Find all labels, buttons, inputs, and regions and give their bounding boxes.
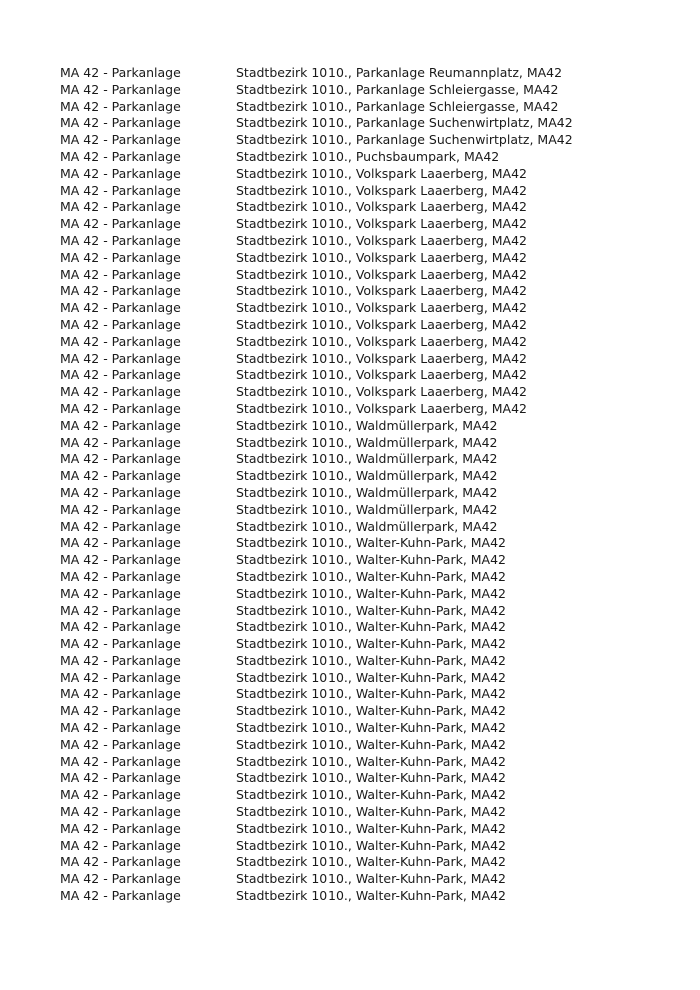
district-cell: Stadtbezirk 10 (236, 854, 328, 870)
location-cell: 10., Walter-Kuhn-Park, MA42 (328, 854, 507, 870)
organization-cell: MA 42 - Parkanlage (60, 804, 181, 820)
table-row (60, 535, 680, 552)
table-row (60, 267, 680, 284)
organization-cell: MA 42 - Parkanlage (60, 400, 181, 416)
district-cell: Stadtbezirk 10 (236, 602, 328, 618)
location-cell: 10., Volkspark Laaerberg, MA42 (328, 400, 528, 416)
location-cell: 10., Walter-Kuhn-Park, MA42 (328, 602, 507, 618)
location-cell: 10., Walter-Kuhn-Park, MA42 (328, 804, 507, 820)
table-row (60, 283, 680, 300)
organization-cell: MA 42 - Parkanlage (60, 652, 181, 668)
district-cell: Stadtbezirk 10 (236, 148, 328, 164)
district-cell: Stadtbezirk 10 (236, 283, 328, 299)
district-cell: Stadtbezirk 10 (236, 568, 328, 584)
district-cell: Stadtbezirk 10 (236, 81, 328, 97)
location-cell: 10., Walter-Kuhn-Park, MA42 (328, 552, 507, 568)
table-row (60, 300, 680, 317)
table-row (60, 451, 680, 468)
table-row (60, 485, 680, 502)
location-cell: 10., Volkspark Laaerberg, MA42 (328, 266, 528, 282)
district-cell: Stadtbezirk 10 (236, 316, 328, 332)
table-row (60, 401, 680, 418)
district-cell: Stadtbezirk 10 (236, 753, 328, 769)
table-row (60, 468, 680, 485)
organization-cell: MA 42 - Parkanlage (60, 753, 181, 769)
location-cell: 10., Volkspark Laaerberg, MA42 (328, 300, 528, 316)
table-row (60, 149, 680, 166)
location-cell: 10., Volkspark Laaerberg, MA42 (328, 316, 528, 332)
organization-cell: MA 42 - Parkanlage (60, 350, 181, 366)
organization-cell: MA 42 - Parkanlage (60, 316, 181, 332)
table-row (60, 603, 680, 620)
table-row (60, 367, 680, 384)
organization-cell: MA 42 - Parkanlage (60, 535, 181, 551)
location-cell: 10., Waldmüllerpark, MA42 (328, 518, 498, 534)
table-row (60, 519, 680, 536)
table-row (60, 804, 680, 821)
location-cell: 10., Parkanlage Schleiergasse, MA42 (328, 81, 559, 97)
district-cell: Stadtbezirk 10 (236, 837, 328, 853)
district-cell: Stadtbezirk 10 (236, 65, 328, 80)
district-cell: Stadtbezirk 10 (236, 367, 328, 383)
location-cell: 10., Walter-Kuhn-Park, MA42 (328, 652, 507, 668)
table-row (60, 233, 680, 250)
location-cell: 10., Waldmüllerpark, MA42 (328, 501, 498, 517)
location-cell: 10., Walter-Kuhn-Park, MA42 (328, 686, 507, 702)
table-row (60, 720, 680, 737)
location-cell: 10., Waldmüllerpark, MA42 (328, 484, 498, 500)
district-cell: Stadtbezirk 10 (236, 736, 328, 752)
location-cell: 10., Walter-Kuhn-Park, MA42 (328, 585, 507, 601)
district-cell: Stadtbezirk 10 (236, 350, 328, 366)
organization-cell: MA 42 - Parkanlage (60, 518, 181, 534)
location-cell: 10., Waldmüllerpark, MA42 (328, 434, 498, 450)
district-cell: Stadtbezirk 10 (236, 384, 328, 400)
organization-cell: MA 42 - Parkanlage (60, 367, 181, 383)
organization-cell: MA 42 - Parkanlage (60, 568, 181, 584)
location-cell: 10., Walter-Kuhn-Park, MA42 (328, 619, 507, 635)
location-cell: 10., Walter-Kuhn-Park, MA42 (328, 837, 507, 853)
table-row (60, 351, 680, 368)
table-row (60, 670, 680, 687)
district-cell: Stadtbezirk 10 (236, 115, 328, 131)
organization-cell: MA 42 - Parkanlage (60, 451, 181, 467)
table-row (60, 888, 680, 905)
location-cell: 10., Walter-Kuhn-Park, MA42 (328, 753, 507, 769)
organization-cell: MA 42 - Parkanlage (60, 384, 181, 400)
organization-cell: MA 42 - Parkanlage (60, 283, 181, 299)
organization-cell: MA 42 - Parkanlage (60, 585, 181, 601)
location-cell: 10., Volkspark Laaerberg, MA42 (328, 249, 528, 265)
district-cell: Stadtbezirk 10 (236, 552, 328, 568)
location-cell: 10., Volkspark Laaerberg, MA42 (328, 367, 528, 383)
organization-cell: MA 42 - Parkanlage (60, 266, 181, 282)
organization-cell: MA 42 - Parkanlage (60, 854, 181, 870)
location-cell: 10., Parkanlage Reumannplatz, MA42 (328, 65, 563, 80)
table-row (60, 854, 680, 871)
location-cell: 10., Waldmüllerpark, MA42 (328, 417, 498, 433)
organization-cell: MA 42 - Parkanlage (60, 98, 181, 114)
table-row (60, 132, 680, 149)
district-cell: Stadtbezirk 10 (236, 686, 328, 702)
location-cell: 10., Walter-Kuhn-Park, MA42 (328, 535, 507, 551)
organization-cell: MA 42 - Parkanlage (60, 636, 181, 652)
district-cell: Stadtbezirk 10 (236, 636, 328, 652)
organization-cell: MA 42 - Parkanlage (60, 484, 181, 500)
district-cell: Stadtbezirk 10 (236, 468, 328, 484)
table-row (60, 65, 680, 82)
table-row (60, 99, 680, 116)
table-row (60, 502, 680, 519)
location-cell: 10., Volkspark Laaerberg, MA42 (328, 350, 528, 366)
organization-cell: MA 42 - Parkanlage (60, 249, 181, 265)
location-cell: 10., Walter-Kuhn-Park, MA42 (328, 820, 507, 836)
organization-cell: MA 42 - Parkanlage (60, 552, 181, 568)
organization-cell: MA 42 - Parkanlage (60, 619, 181, 635)
district-cell: Stadtbezirk 10 (236, 703, 328, 719)
organization-cell: MA 42 - Parkanlage (60, 132, 181, 148)
location-cell: 10., Walter-Kuhn-Park, MA42 (328, 770, 507, 786)
district-cell: Stadtbezirk 10 (236, 585, 328, 601)
organization-cell: MA 42 - Parkanlage (60, 820, 181, 836)
organization-cell: MA 42 - Parkanlage (60, 888, 181, 904)
table-row (60, 115, 680, 132)
location-cell: 10., Parkanlage Suchenwirtplatz, MA42 (328, 115, 573, 131)
data-table (60, 65, 680, 905)
location-cell: 10., Walter-Kuhn-Park, MA42 (328, 720, 507, 736)
organization-cell: MA 42 - Parkanlage (60, 501, 181, 517)
table-row (60, 653, 680, 670)
organization-cell: MA 42 - Parkanlage (60, 837, 181, 853)
district-cell: Stadtbezirk 10 (236, 804, 328, 820)
table-row (60, 619, 680, 636)
district-cell: Stadtbezirk 10 (236, 820, 328, 836)
organization-cell: MA 42 - Parkanlage (60, 81, 181, 97)
table-row (60, 838, 680, 855)
table-row (60, 787, 680, 804)
district-cell: Stadtbezirk 10 (236, 669, 328, 685)
organization-cell: MA 42 - Parkanlage (60, 602, 181, 618)
table-row (60, 737, 680, 754)
location-cell: 10., Walter-Kuhn-Park, MA42 (328, 703, 507, 719)
district-cell: Stadtbezirk 10 (236, 720, 328, 736)
table-row (60, 183, 680, 200)
location-cell: 10., Volkspark Laaerberg, MA42 (328, 232, 528, 248)
table-row (60, 334, 680, 351)
district-cell: Stadtbezirk 10 (236, 165, 328, 181)
organization-cell: MA 42 - Parkanlage (60, 115, 181, 131)
table-row (60, 552, 680, 569)
table-row (60, 418, 680, 435)
organization-cell: MA 42 - Parkanlage (60, 434, 181, 450)
table-row (60, 754, 680, 771)
district-cell: Stadtbezirk 10 (236, 434, 328, 450)
table-row (60, 871, 680, 888)
location-cell: 10., Puchsbaumpark, MA42 (328, 148, 500, 164)
district-cell: Stadtbezirk 10 (236, 266, 328, 282)
location-cell: 10., Volkspark Laaerberg, MA42 (328, 283, 528, 299)
district-cell: Stadtbezirk 10 (236, 98, 328, 114)
district-cell: Stadtbezirk 10 (236, 333, 328, 349)
table-row (60, 686, 680, 703)
organization-cell: MA 42 - Parkanlage (60, 333, 181, 349)
district-cell: Stadtbezirk 10 (236, 871, 328, 887)
location-cell: 10., Walter-Kuhn-Park, MA42 (328, 669, 507, 685)
district-cell: Stadtbezirk 10 (236, 787, 328, 803)
location-cell: 10., Walter-Kuhn-Park, MA42 (328, 736, 507, 752)
organization-cell: MA 42 - Parkanlage (60, 871, 181, 887)
organization-cell: MA 42 - Parkanlage (60, 65, 181, 80)
table-row (60, 636, 680, 653)
table-row (60, 166, 680, 183)
location-cell: 10., Parkanlage Schleiergasse, MA42 (328, 98, 559, 114)
district-cell: Stadtbezirk 10 (236, 770, 328, 786)
organization-cell: MA 42 - Parkanlage (60, 216, 181, 232)
table-row (60, 770, 680, 787)
table-row (60, 317, 680, 334)
table-row (60, 703, 680, 720)
table-row (60, 821, 680, 838)
district-cell: Stadtbezirk 10 (236, 400, 328, 416)
organization-cell: MA 42 - Parkanlage (60, 232, 181, 248)
organization-cell: MA 42 - Parkanlage (60, 787, 181, 803)
location-cell: 10., Waldmüllerpark, MA42 (328, 451, 498, 467)
organization-cell: MA 42 - Parkanlage (60, 770, 181, 786)
district-cell: Stadtbezirk 10 (236, 300, 328, 316)
location-cell: 10., Waldmüllerpark, MA42 (328, 468, 498, 484)
district-cell: Stadtbezirk 10 (236, 417, 328, 433)
district-cell: Stadtbezirk 10 (236, 451, 328, 467)
organization-cell: MA 42 - Parkanlage (60, 148, 181, 164)
organization-cell: MA 42 - Parkanlage (60, 468, 181, 484)
table-row (60, 82, 680, 99)
location-cell: 10., Walter-Kuhn-Park, MA42 (328, 871, 507, 887)
district-cell: Stadtbezirk 10 (236, 652, 328, 668)
district-cell: Stadtbezirk 10 (236, 888, 328, 904)
district-cell: Stadtbezirk 10 (236, 535, 328, 551)
table-row (60, 250, 680, 267)
location-cell: 10., Walter-Kuhn-Park, MA42 (328, 787, 507, 803)
organization-cell: MA 42 - Parkanlage (60, 669, 181, 685)
district-cell: Stadtbezirk 10 (236, 484, 328, 500)
organization-cell: MA 42 - Parkanlage (60, 199, 181, 215)
location-cell: 10., Volkspark Laaerberg, MA42 (328, 165, 528, 181)
location-cell: 10., Volkspark Laaerberg, MA42 (328, 182, 528, 198)
district-cell: Stadtbezirk 10 (236, 619, 328, 635)
district-cell: Stadtbezirk 10 (236, 232, 328, 248)
district-cell: Stadtbezirk 10 (236, 216, 328, 232)
location-cell: 10., Volkspark Laaerberg, MA42 (328, 333, 528, 349)
table-row (60, 569, 680, 586)
location-cell: 10., Volkspark Laaerberg, MA42 (328, 384, 528, 400)
organization-cell: MA 42 - Parkanlage (60, 736, 181, 752)
location-cell: 10., Volkspark Laaerberg, MA42 (328, 216, 528, 232)
district-cell: Stadtbezirk 10 (236, 518, 328, 534)
location-cell: 10., Walter-Kuhn-Park, MA42 (328, 636, 507, 652)
table-row (60, 586, 680, 603)
organization-cell: MA 42 - Parkanlage (60, 686, 181, 702)
location-cell: 10., Walter-Kuhn-Park, MA42 (328, 888, 507, 904)
organization-cell: MA 42 - Parkanlage (60, 417, 181, 433)
location-cell: 10., Parkanlage Suchenwirtplatz, MA42 (328, 132, 573, 148)
organization-cell: MA 42 - Parkanlage (60, 182, 181, 198)
district-cell: Stadtbezirk 10 (236, 199, 328, 215)
district-cell: Stadtbezirk 10 (236, 249, 328, 265)
organization-cell: MA 42 - Parkanlage (60, 703, 181, 719)
table-row (60, 435, 680, 452)
organization-cell: MA 42 - Parkanlage (60, 300, 181, 316)
district-cell: Stadtbezirk 10 (236, 182, 328, 198)
table-row (60, 199, 680, 216)
location-cell: 10., Volkspark Laaerberg, MA42 (328, 199, 528, 215)
table-row (60, 216, 680, 233)
district-cell: Stadtbezirk 10 (236, 132, 328, 148)
district-cell: Stadtbezirk 10 (236, 501, 328, 517)
organization-cell: MA 42 - Parkanlage (60, 165, 181, 181)
organization-cell: MA 42 - Parkanlage (60, 720, 181, 736)
table-row (60, 384, 680, 401)
location-cell: 10., Walter-Kuhn-Park, MA42 (328, 568, 507, 584)
